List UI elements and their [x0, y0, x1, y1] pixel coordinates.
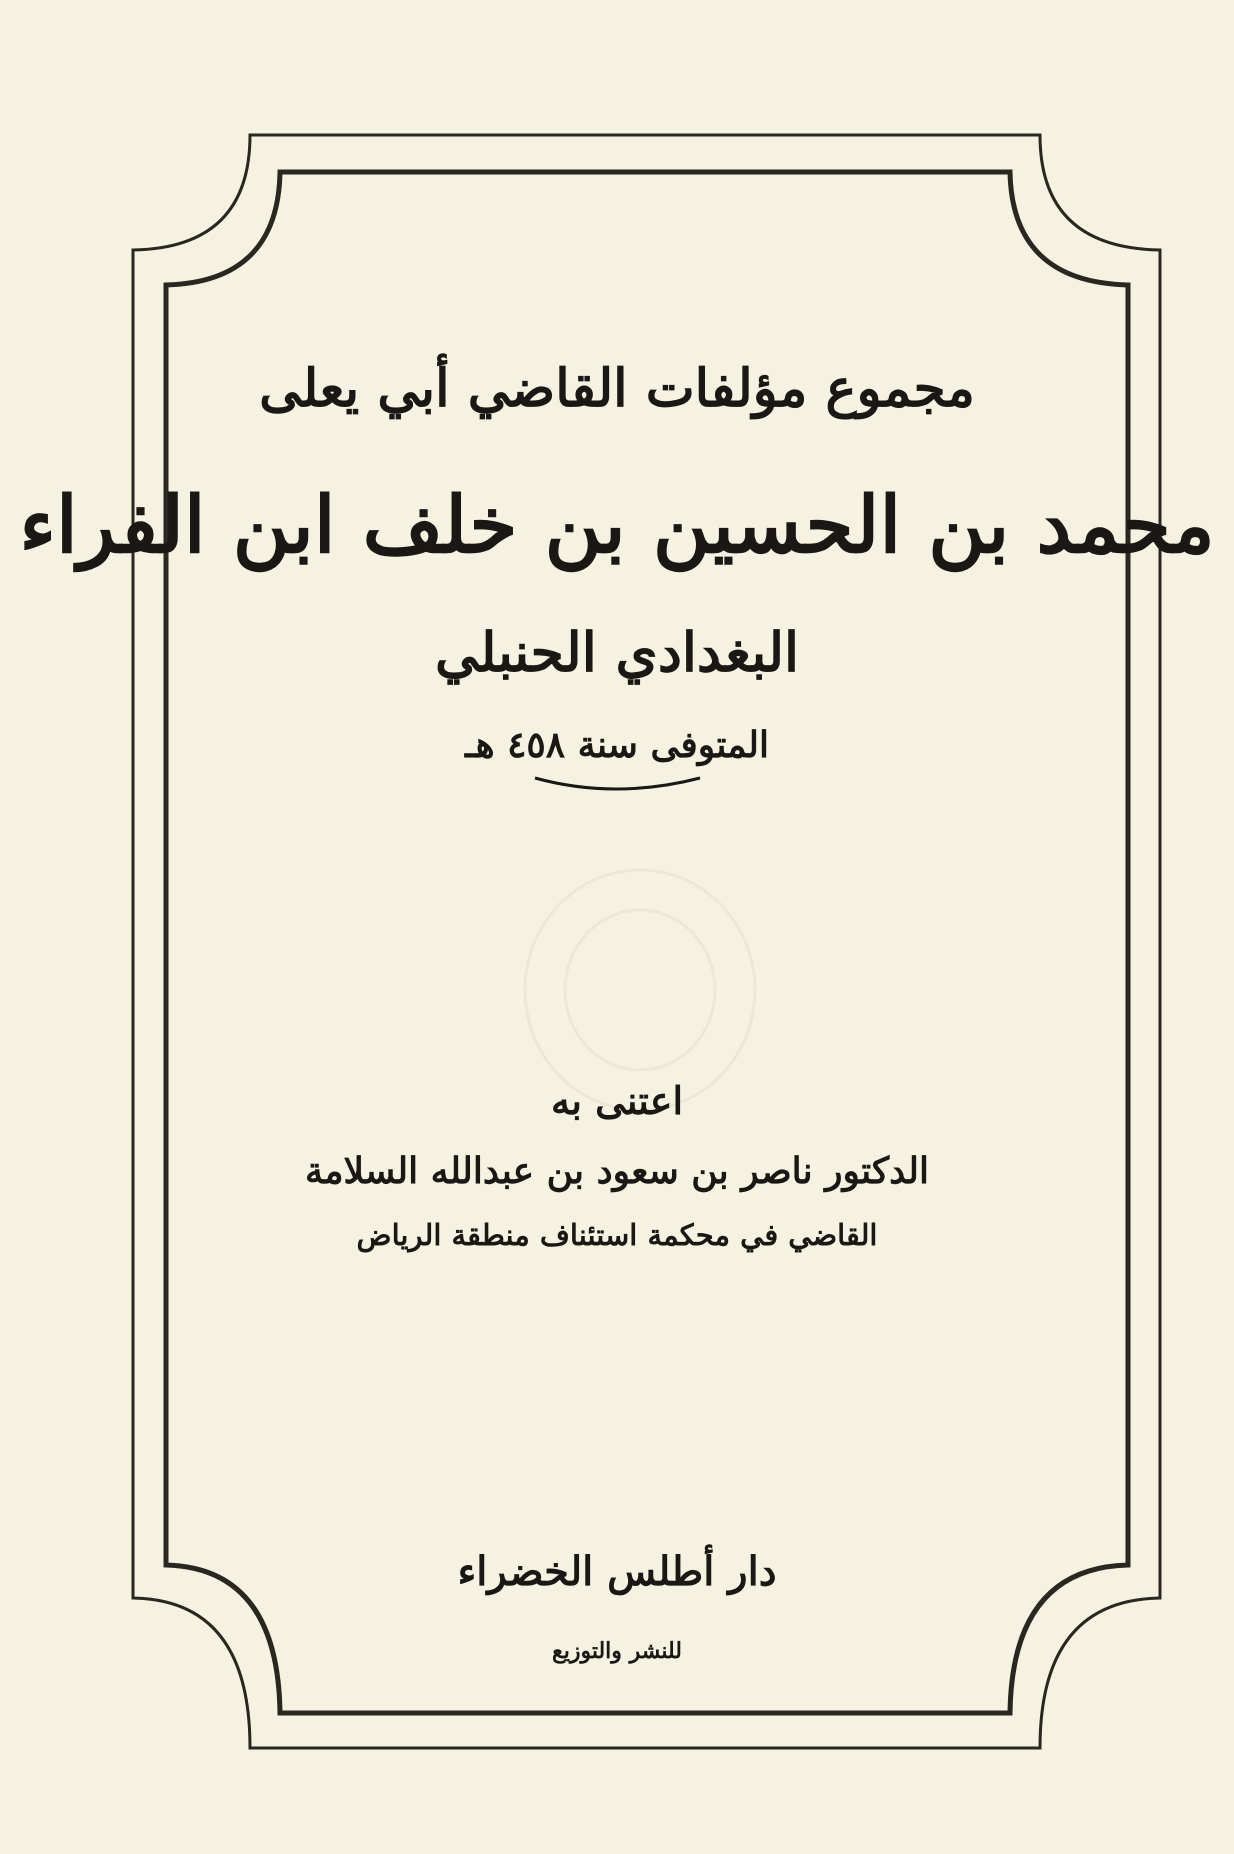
death-date: المتوفى سنة ٤٥٨ هـ [465, 724, 769, 766]
date-ornament [535, 778, 700, 789]
publisher-subtitle: للنشر والتوزيع [552, 1638, 682, 1664]
author-nisba: البغدادي الحنبلي [434, 620, 800, 684]
watermark [525, 870, 755, 1110]
series-title: مجموع مؤلفات القاضي أبي يعلى [259, 358, 975, 419]
author-name: محمد بن الحسين بن خلف ابن الفراء [19, 480, 1215, 571]
publisher-name: دار أطلس الخضراء [457, 1548, 777, 1595]
attended-by-label: اعتنى به [550, 1078, 684, 1123]
editor-name: الدكتور ناصر بن سعود بن عبدالله السلامة [304, 1150, 930, 1192]
editor-role: القاضي في محكمة استئناف منطقة الرياض [356, 1218, 878, 1252]
